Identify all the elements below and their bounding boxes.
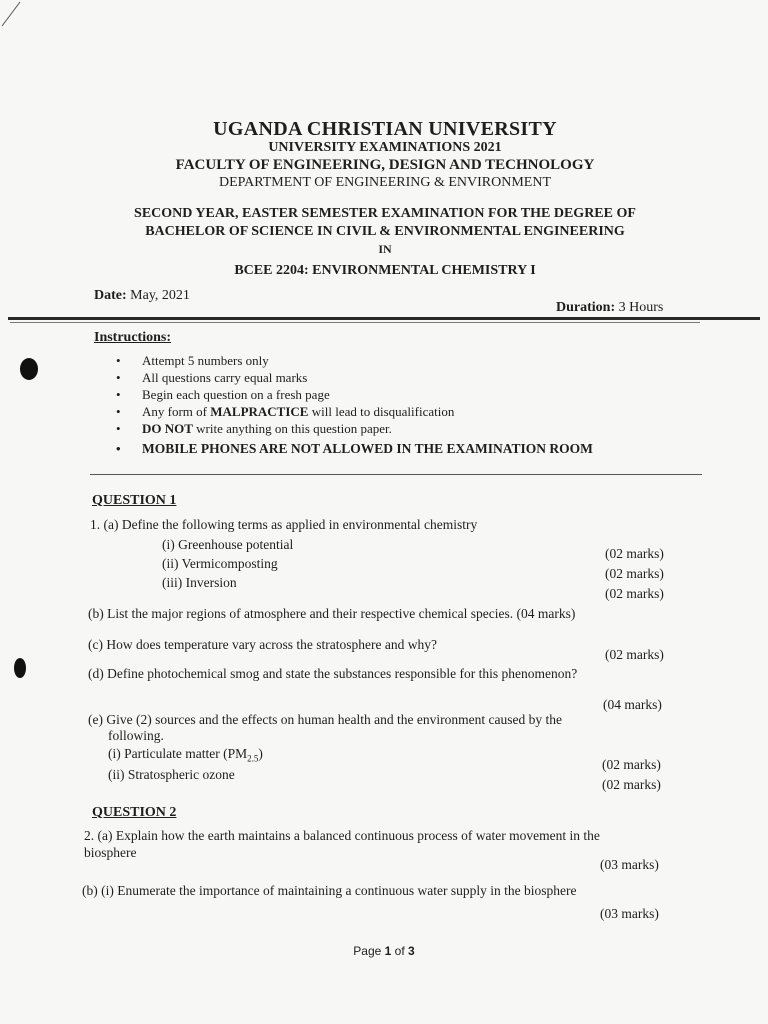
- punch-hole-mark: [20, 358, 38, 380]
- exam-duration: [556, 300, 663, 316]
- marks-1d: (04 marks): [603, 697, 662, 712]
- question-1-title: QUESTION 1: [92, 493, 177, 508]
- divider: [10, 322, 700, 323]
- marks-1c: (02 marks): [605, 647, 664, 662]
- exam-title: UNIVERSITY EXAMINATIONS 2021: [268, 140, 502, 155]
- marks-1a-iii: (02 marks): [605, 586, 664, 601]
- exam-date: [94, 288, 190, 304]
- pm-subscript: 2.5: [247, 753, 259, 764]
- duration-value: 3 Hours: [618, 300, 664, 315]
- divider: [8, 317, 760, 320]
- question-1a-ii: (ii) Vermicomposting: [162, 556, 278, 571]
- instruction-item: • All questions carry equal marks: [112, 369, 593, 386]
- marks-1a-ii: (02 marks): [605, 566, 664, 581]
- question-1e: (e) Give (2) sources and the effects on human health and the environment caused by the: [88, 712, 562, 727]
- instruction-text: write anything on this question paper.: [196, 421, 392, 436]
- instruction-item: • MOBILE PHONES ARE NOT ALLOWED IN THE EXAMINATION ROOM: [112, 440, 593, 457]
- marks-1e-i: (02 marks): [602, 757, 661, 772]
- page-label: Page: [353, 944, 385, 958]
- punch-hole-mark: [14, 658, 26, 678]
- marks-1e-ii: (02 marks): [602, 777, 661, 792]
- faculty-name: FACULTY OF ENGINEERING, DESIGN AND TECHNOLOGY: [175, 157, 595, 173]
- course-title: BCEE 2204: ENVIRONMENTAL CHEMISTRY I: [234, 263, 536, 278]
- instruction-text: Any form of: [142, 404, 207, 419]
- university-name: UGANDA CHRISTIAN UNIVERSITY: [213, 118, 557, 140]
- instruction-emphasis: MALPRACTICE: [210, 404, 309, 419]
- question-1e-ii: (ii) Stratospheric ozone: [108, 767, 235, 782]
- date-value: May, 2021: [130, 288, 190, 303]
- instruction-item: [112, 403, 593, 420]
- question-2-title: QUESTION 2: [92, 805, 177, 820]
- page-number: [0, 944, 768, 958]
- duration-label: Duration:: [556, 300, 616, 315]
- question-1b: (b) List the major regions of atmosphere and their respective chemical species. (04 marks): [88, 606, 576, 621]
- date-label: Date:: [94, 288, 127, 303]
- question-2a-cont: biosphere: [84, 845, 137, 860]
- question-1c: (c) How does temperature vary across the stratosphere and why?: [88, 637, 437, 652]
- question-1a-iii: (iii) Inversion: [162, 575, 237, 590]
- question-1d: (d) Define photochemical smog and state the substances responsible for this phenomenon?: [88, 666, 578, 681]
- question-1e-i: [108, 746, 263, 764]
- page-current: 1: [384, 944, 392, 958]
- page-total: 3: [408, 944, 415, 958]
- corner-pen-mark: [0, 0, 40, 30]
- instructions-title: Instructions:: [94, 330, 172, 345]
- question-2a: 2. (a) Explain how the earth maintains a balanced continuous process of water movement in the: [84, 828, 600, 843]
- question-1a: 1. (a) Define the following terms as applied in environmental chemistry: [90, 517, 478, 532]
- degree-line-2: BACHELOR OF SCIENCE IN CIVIL & ENVIRONMENTAL ENGINEERING: [145, 224, 625, 239]
- marks-2a: (03 marks): [600, 857, 659, 872]
- question-1a-i: (i) Greenhouse potential: [162, 537, 294, 552]
- marks-1a-i: (02 marks): [605, 546, 664, 561]
- question-1e-cont: following.: [108, 728, 164, 743]
- instruction-item: • Attempt 5 numbers only: [112, 352, 593, 369]
- instruction-text: will lead to disqualification: [311, 404, 455, 419]
- marks-2b: (03 marks): [600, 906, 659, 921]
- department-name: DEPARTMENT OF ENGINEERING & ENVIRONMENT: [218, 175, 552, 190]
- question-1e-i-text: (i) Particulate matter (PM: [108, 746, 248, 761]
- degree-in: IN: [378, 242, 392, 256]
- degree-line-1: SECOND YEAR, EASTER SEMESTER EXAMINATION FOR THE DEGREE OF: [134, 206, 636, 221]
- instruction-item: [112, 420, 593, 437]
- question-2b: (b) (i) Enumerate the importance of maintaining a continuous water supply in the biosphere: [82, 883, 577, 898]
- instruction-item: • Begin each question on a fresh page: [112, 386, 593, 403]
- instructions-list: [112, 352, 593, 457]
- instruction-emphasis: DO NOT: [142, 421, 193, 436]
- question-1e-i-close: ): [258, 746, 263, 761]
- divider: [90, 474, 702, 475]
- page-of: of: [391, 944, 409, 958]
